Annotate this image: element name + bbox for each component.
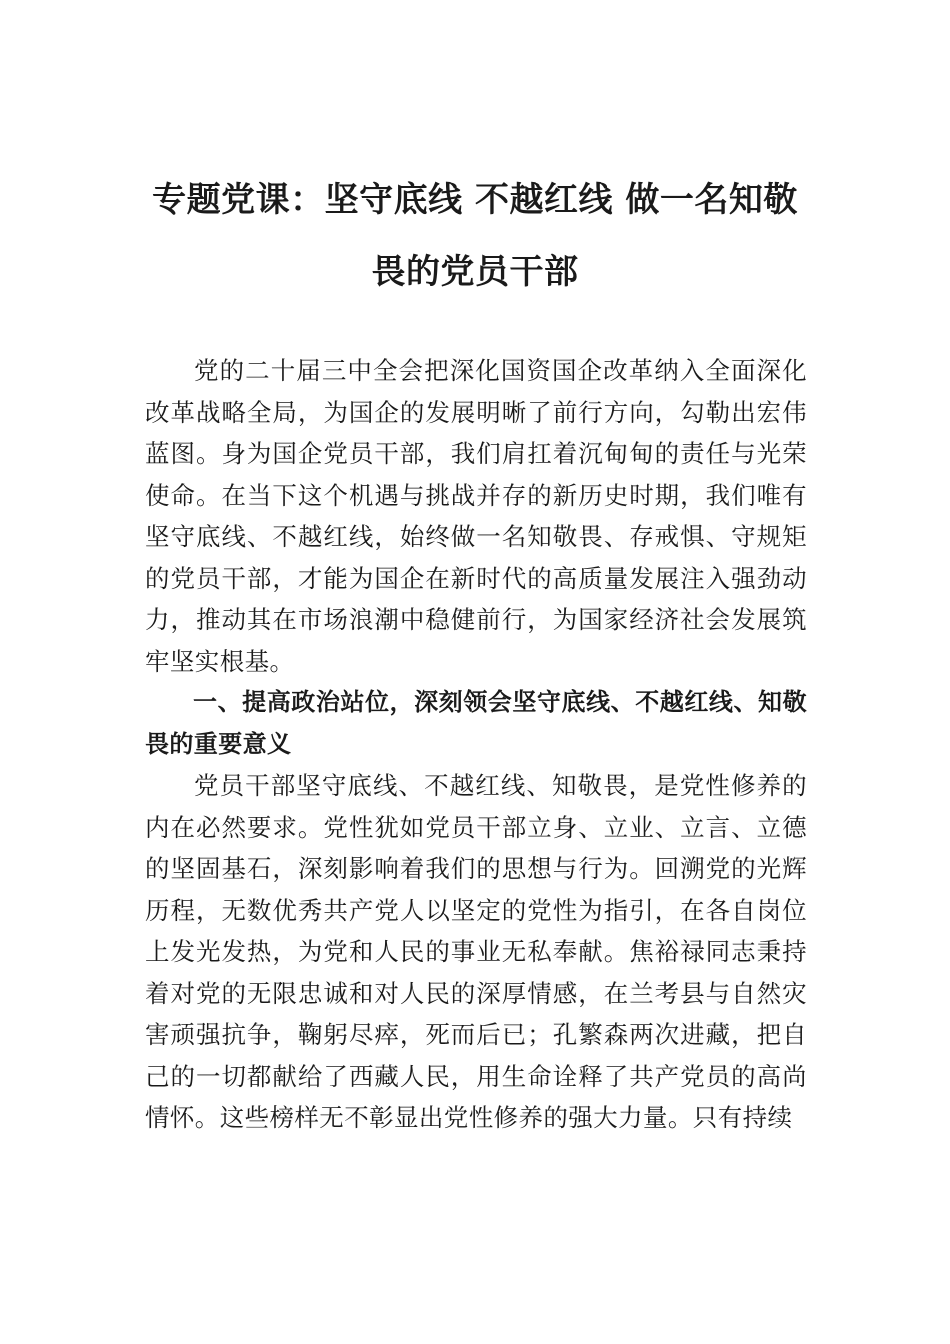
title-line-1: 专题党课：坚守底线 不越红线 做一名知敬 xyxy=(152,180,798,220)
document-body xyxy=(145,350,807,1139)
section-heading-1: 一、提高政治站位，深刻领会坚守底线、不越红线、知敬畏的重要意义 xyxy=(145,688,807,758)
title-line-2: 畏的党员干部 xyxy=(371,252,579,292)
paragraph-intro: 党的二十届三中全会把深化国资国企改革纳入全面深化改革战略全局，为国企的发展明晰了前行方向，勾勒出宏伟蓝图。身为国企党员干部，我们肩扛着沉甸甸的责任与光荣使命。在当下这个机遇与挑战并存的新历史时期，我们唯有坚守底线、不越红线，始终做一名知敬畏、存戒惧、守规矩的党员干部，才能为国企在新时代的高质量发展注入强劲动力，推动其在市场浪潮中稳健前行，为国家经济社会发展筑牢坚实根基。 xyxy=(145,356,807,676)
paragraph-section-1: 党员干部坚守底线、不越红线、知敬畏，是党性修养的内在必然要求。党性犹如党员干部立身、立业、立言、立德的坚固基石，深刻影响着我们的思想与行为。回溯党的光辉历程，无数优秀共产党人以坚定的党性为指引，在各自岗位上发光发热，为党和人民的事业无私奉献。焦裕禄同志秉持着对党的无限忠诚和对人民的深厚情感，在兰考县与自然灾害顽强抗争，鞠躬尽瘁，死而后已；孔繁森两次进藏，把自己的一切都献给了西藏人民，用生命诠释了共产党员的高尚情怀。这些榜样无不彰显出党性修养的强大力量。只有持续 xyxy=(145,771,807,1132)
document-title xyxy=(120,164,830,308)
